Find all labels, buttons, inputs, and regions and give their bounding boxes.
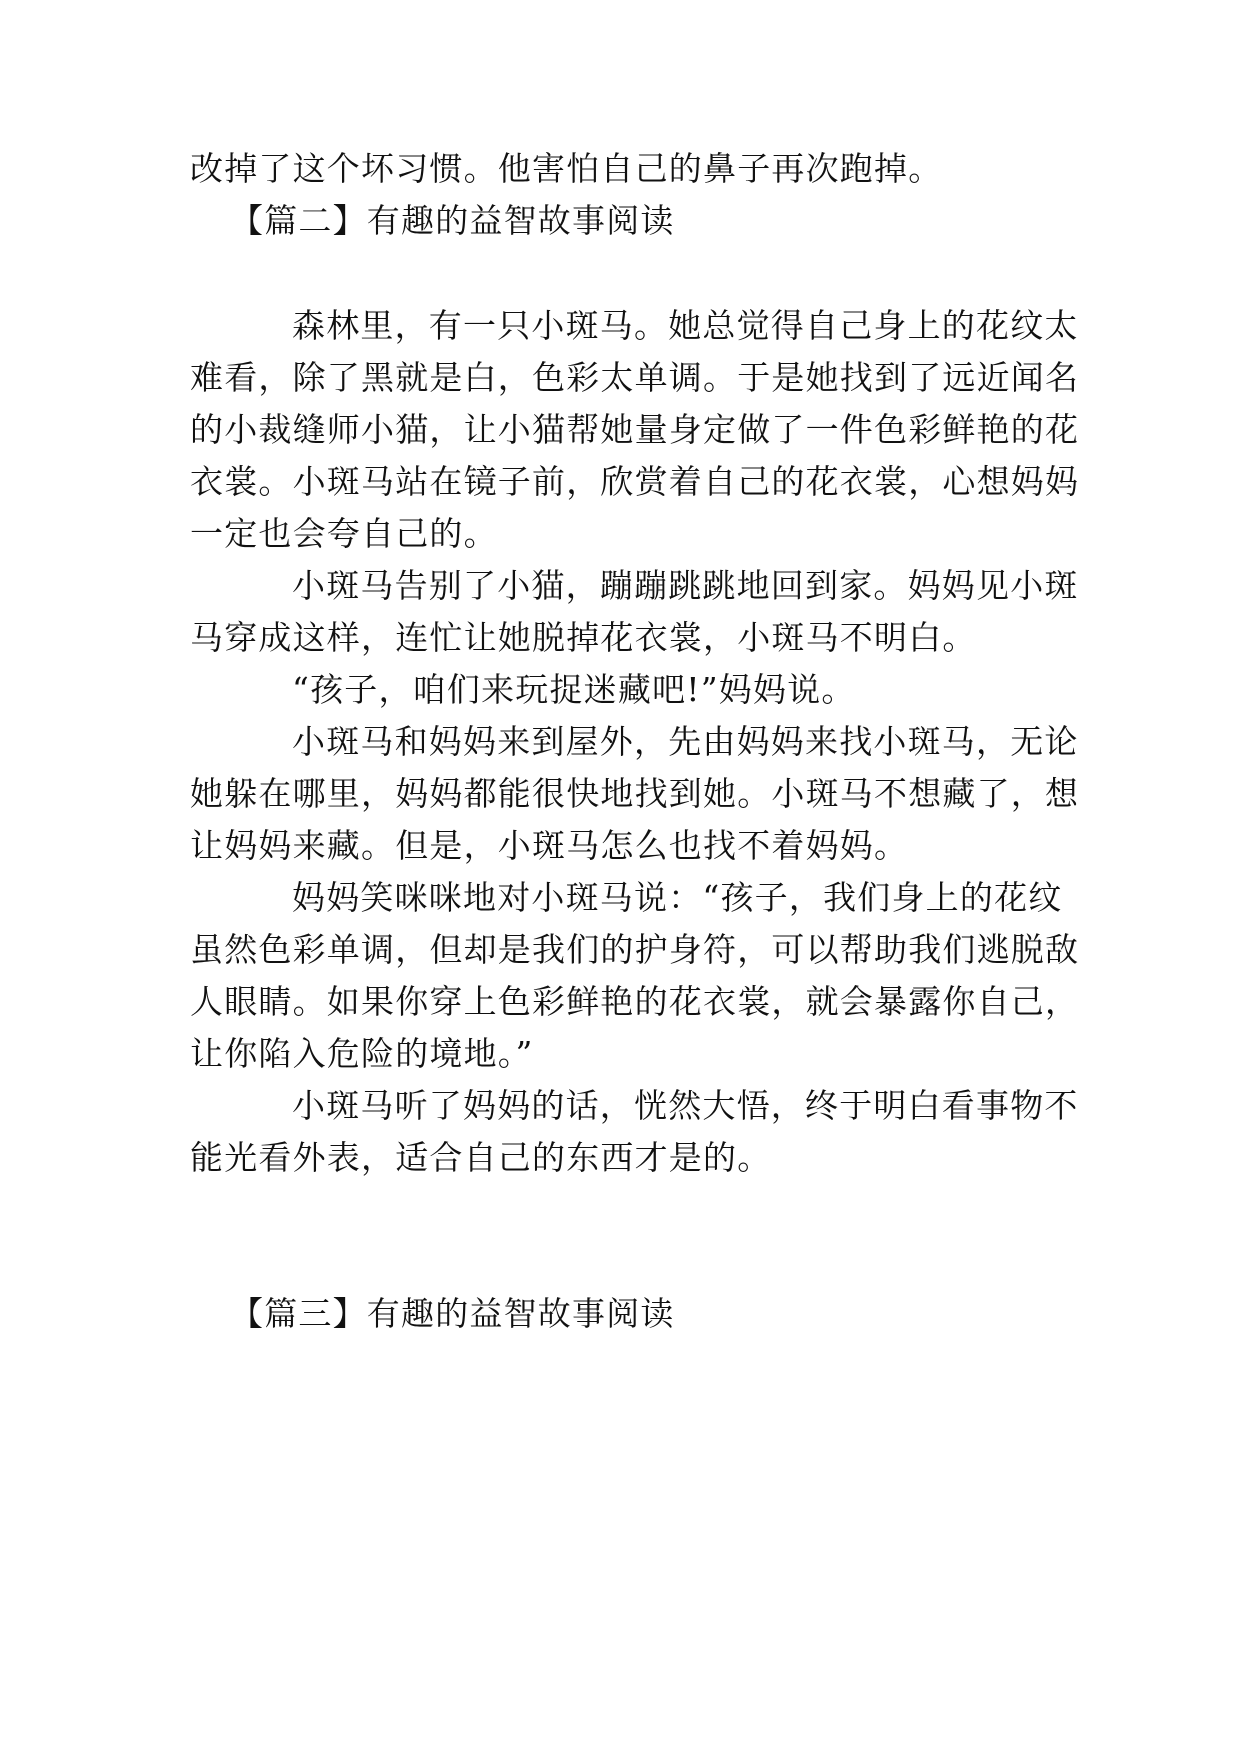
paragraph-line: 人眼睛。如果你穿上色彩鲜艳的花衣裳，就会暴露你自己， — [190, 982, 1080, 1021]
paragraph-line: 难看，除了黑就是白，色彩太单调。于是她找到了远近闻名 — [190, 358, 1080, 397]
paragraph-line: 小斑马告别了小猫，蹦蹦跳跳地回到家。妈妈见小斑 — [292, 566, 1079, 605]
paragraph-line: 她躲在哪里，妈妈都能很快地找到她。小斑马不想藏了，想 — [190, 774, 1080, 813]
paragraph-line: 让妈妈来藏。但是，小斑马怎么也找不着妈妈。 — [190, 826, 909, 865]
continuation-line: 改掉了这个坏习惯。他害怕自己的鼻子再次跑掉。 — [190, 149, 943, 188]
paragraph-line: 能光看外表，适合自己的东西才是的。 — [190, 1138, 772, 1177]
paragraph-line: 小斑马和妈妈来到屋外，先由妈妈来找小斑马，无论 — [292, 722, 1079, 761]
section-two-heading: 【篇二】有趣的益智故事阅读 — [230, 201, 675, 240]
paragraph-line: 马穿成这样，连忙让她脱掉花衣裳，小斑马不明白。 — [190, 618, 977, 657]
paragraph-line: 虽然色彩单调，但却是我们的护身符，可以帮助我们逃脱敌 — [190, 930, 1080, 969]
paragraph-line: 的小裁缝师小猫，让小猫帮她量身定做了一件色彩鲜艳的花 — [190, 410, 1080, 449]
section-three-heading: 【篇三】有趣的益智故事阅读 — [230, 1294, 675, 1333]
paragraph-line: 让你陷入危险的境地。” — [190, 1034, 534, 1073]
paragraph-line: 妈妈笑咪咪地对小斑马说：“孩子，我们身上的花纹 — [292, 878, 1063, 917]
paragraph-line: “孩子，咱们来玩捉迷藏吧!”妈妈说。 — [292, 670, 856, 709]
paragraph-line: 一定也会夸自己的。 — [190, 514, 498, 553]
paragraph-line: 森林里，有一只小斑马。她总觉得自己身上的花纹太 — [292, 306, 1079, 345]
paragraph-line: 小斑马听了妈妈的话，恍然大悟，终于明白看事物不 — [292, 1086, 1079, 1125]
paragraph-line: 衣裳。小斑马站在镜子前，欣赏着自己的花衣裳，心想妈妈 — [190, 462, 1080, 501]
